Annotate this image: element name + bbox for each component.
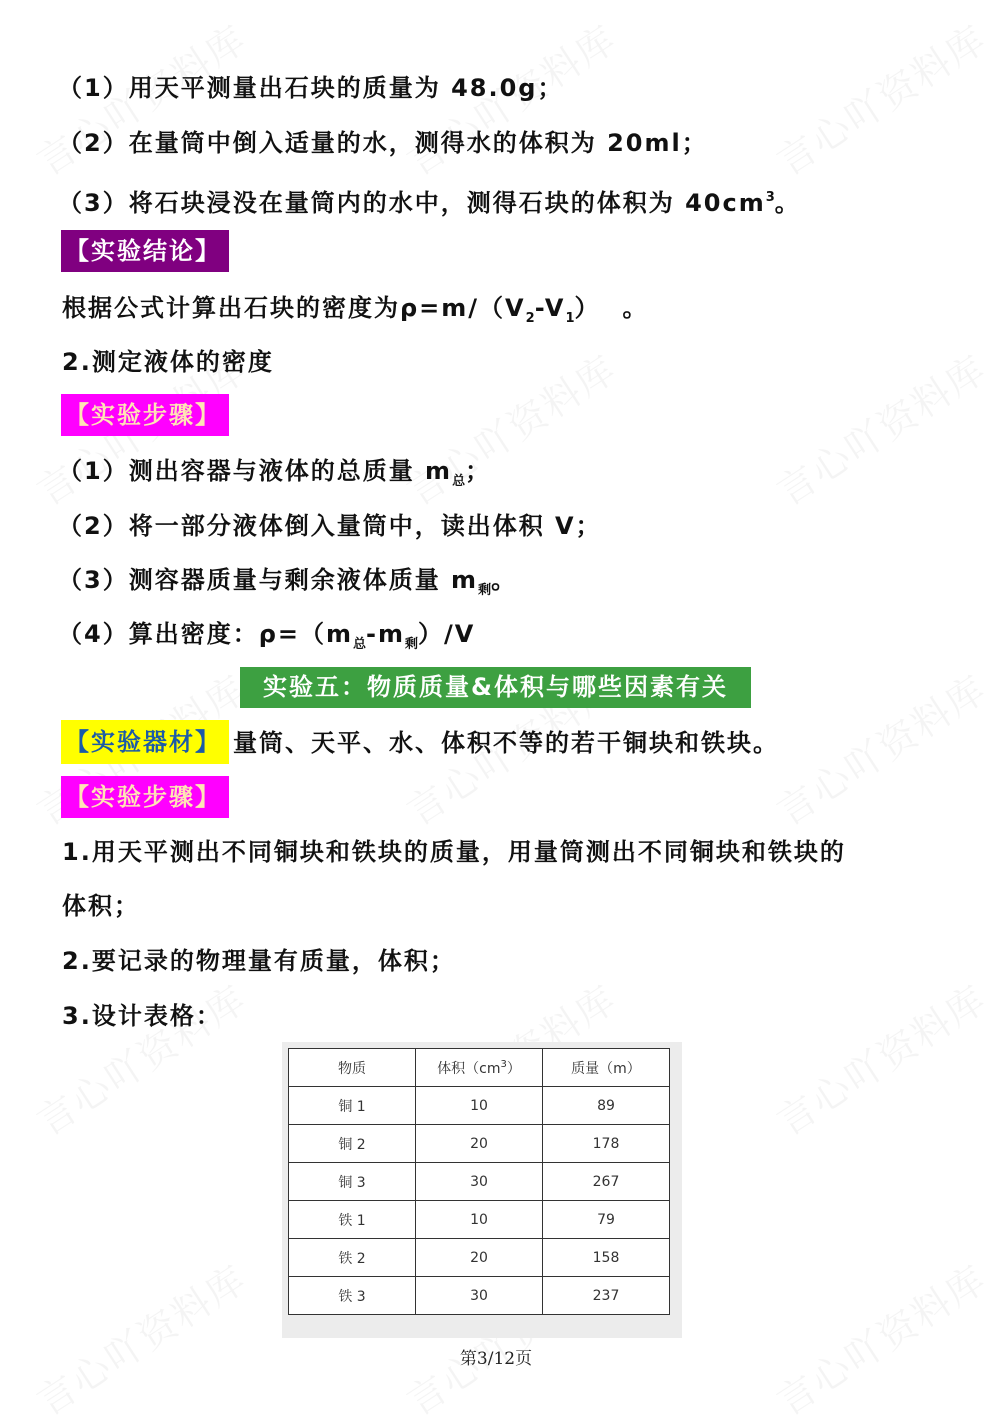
table-row: 铁 2 20 158 xyxy=(289,1239,670,1277)
watermark xyxy=(24,1249,255,1426)
conclusion-text: 根据公式计算出石块的密度为$\rho=m/(V_2-V_1)$ 。 xyxy=(62,294,649,326)
liquid-steps-label: 【实验步骤】 xyxy=(61,394,229,436)
experiment-five-step-3: 3.设计表格： xyxy=(62,1002,222,1030)
header-mass: 质量（m） xyxy=(543,1049,670,1087)
watermark xyxy=(764,969,992,1146)
solid-step-1: （1）用天平测量出石块的质量为 48.0g； xyxy=(58,74,564,102)
conclusion-label: 【实验结论】 xyxy=(61,230,229,272)
liquid-step-2: （2）将一部分液体倒入量筒中，读出体积 V； xyxy=(58,512,602,540)
table-row: 铜 2 20 178 xyxy=(289,1125,670,1163)
watermark xyxy=(24,969,255,1146)
header-volume: 体积$(cm^3)$ xyxy=(416,1049,543,1087)
experiment-five-title: 实验五：物质质量&体积与哪些因素有关 xyxy=(240,667,751,708)
watermark xyxy=(764,9,992,186)
mass-volume-table xyxy=(288,1048,670,1315)
table-row: 铁 1 10 79 xyxy=(289,1201,670,1239)
table-row: 铁 3 30 237 xyxy=(289,1277,670,1315)
table-row: 铜 3 30 267 xyxy=(289,1163,670,1201)
experiment-five-step-2: 2.要记录的物理量有质量，体积； xyxy=(62,947,456,975)
page-indicator: 第3/12页 xyxy=(459,1349,533,1369)
watermark xyxy=(764,659,992,836)
liquid-step-3: （3）测容器质量与剩余液体质量 $m_剩$。 xyxy=(58,566,518,598)
liquid-density-heading: 2.测定液体的密度 xyxy=(62,348,274,376)
experiment-five-steps-label: 【实验步骤】 xyxy=(61,776,229,818)
experiment-five-step-1-cont: 体积； xyxy=(62,892,140,920)
materials-text: 量筒、天平、水、体积不等的若干铜块和铁块。 xyxy=(233,729,779,757)
header-substance: 物质 xyxy=(289,1049,416,1087)
table-row: 铜 1 10 89 xyxy=(289,1087,670,1125)
experiment-five-step-1: 1.用天平测出不同铜块和铁块的质量，用量筒测出不同铜块和铁块的 xyxy=(62,838,846,866)
data-table-image xyxy=(282,1042,682,1338)
watermark xyxy=(764,339,992,516)
watermark xyxy=(764,1249,992,1426)
liquid-step-1: （1）测出容器与液体的总质量 $m_总$； xyxy=(58,457,492,489)
table-header-row xyxy=(289,1049,670,1087)
materials-label: 【实验器材】 xyxy=(61,720,229,764)
solid-step-3: （3）将石块浸没在量筒内的水中，测得石块的体积为 $40cm^3$。 xyxy=(58,189,801,217)
liquid-step-4: （4）算出密度：$\rho=(m_总-m_剩)/V$ xyxy=(58,620,476,652)
solid-step-2: （2）在量筒中倒入适量的水，测得水的体积为 20ml； xyxy=(58,129,708,157)
